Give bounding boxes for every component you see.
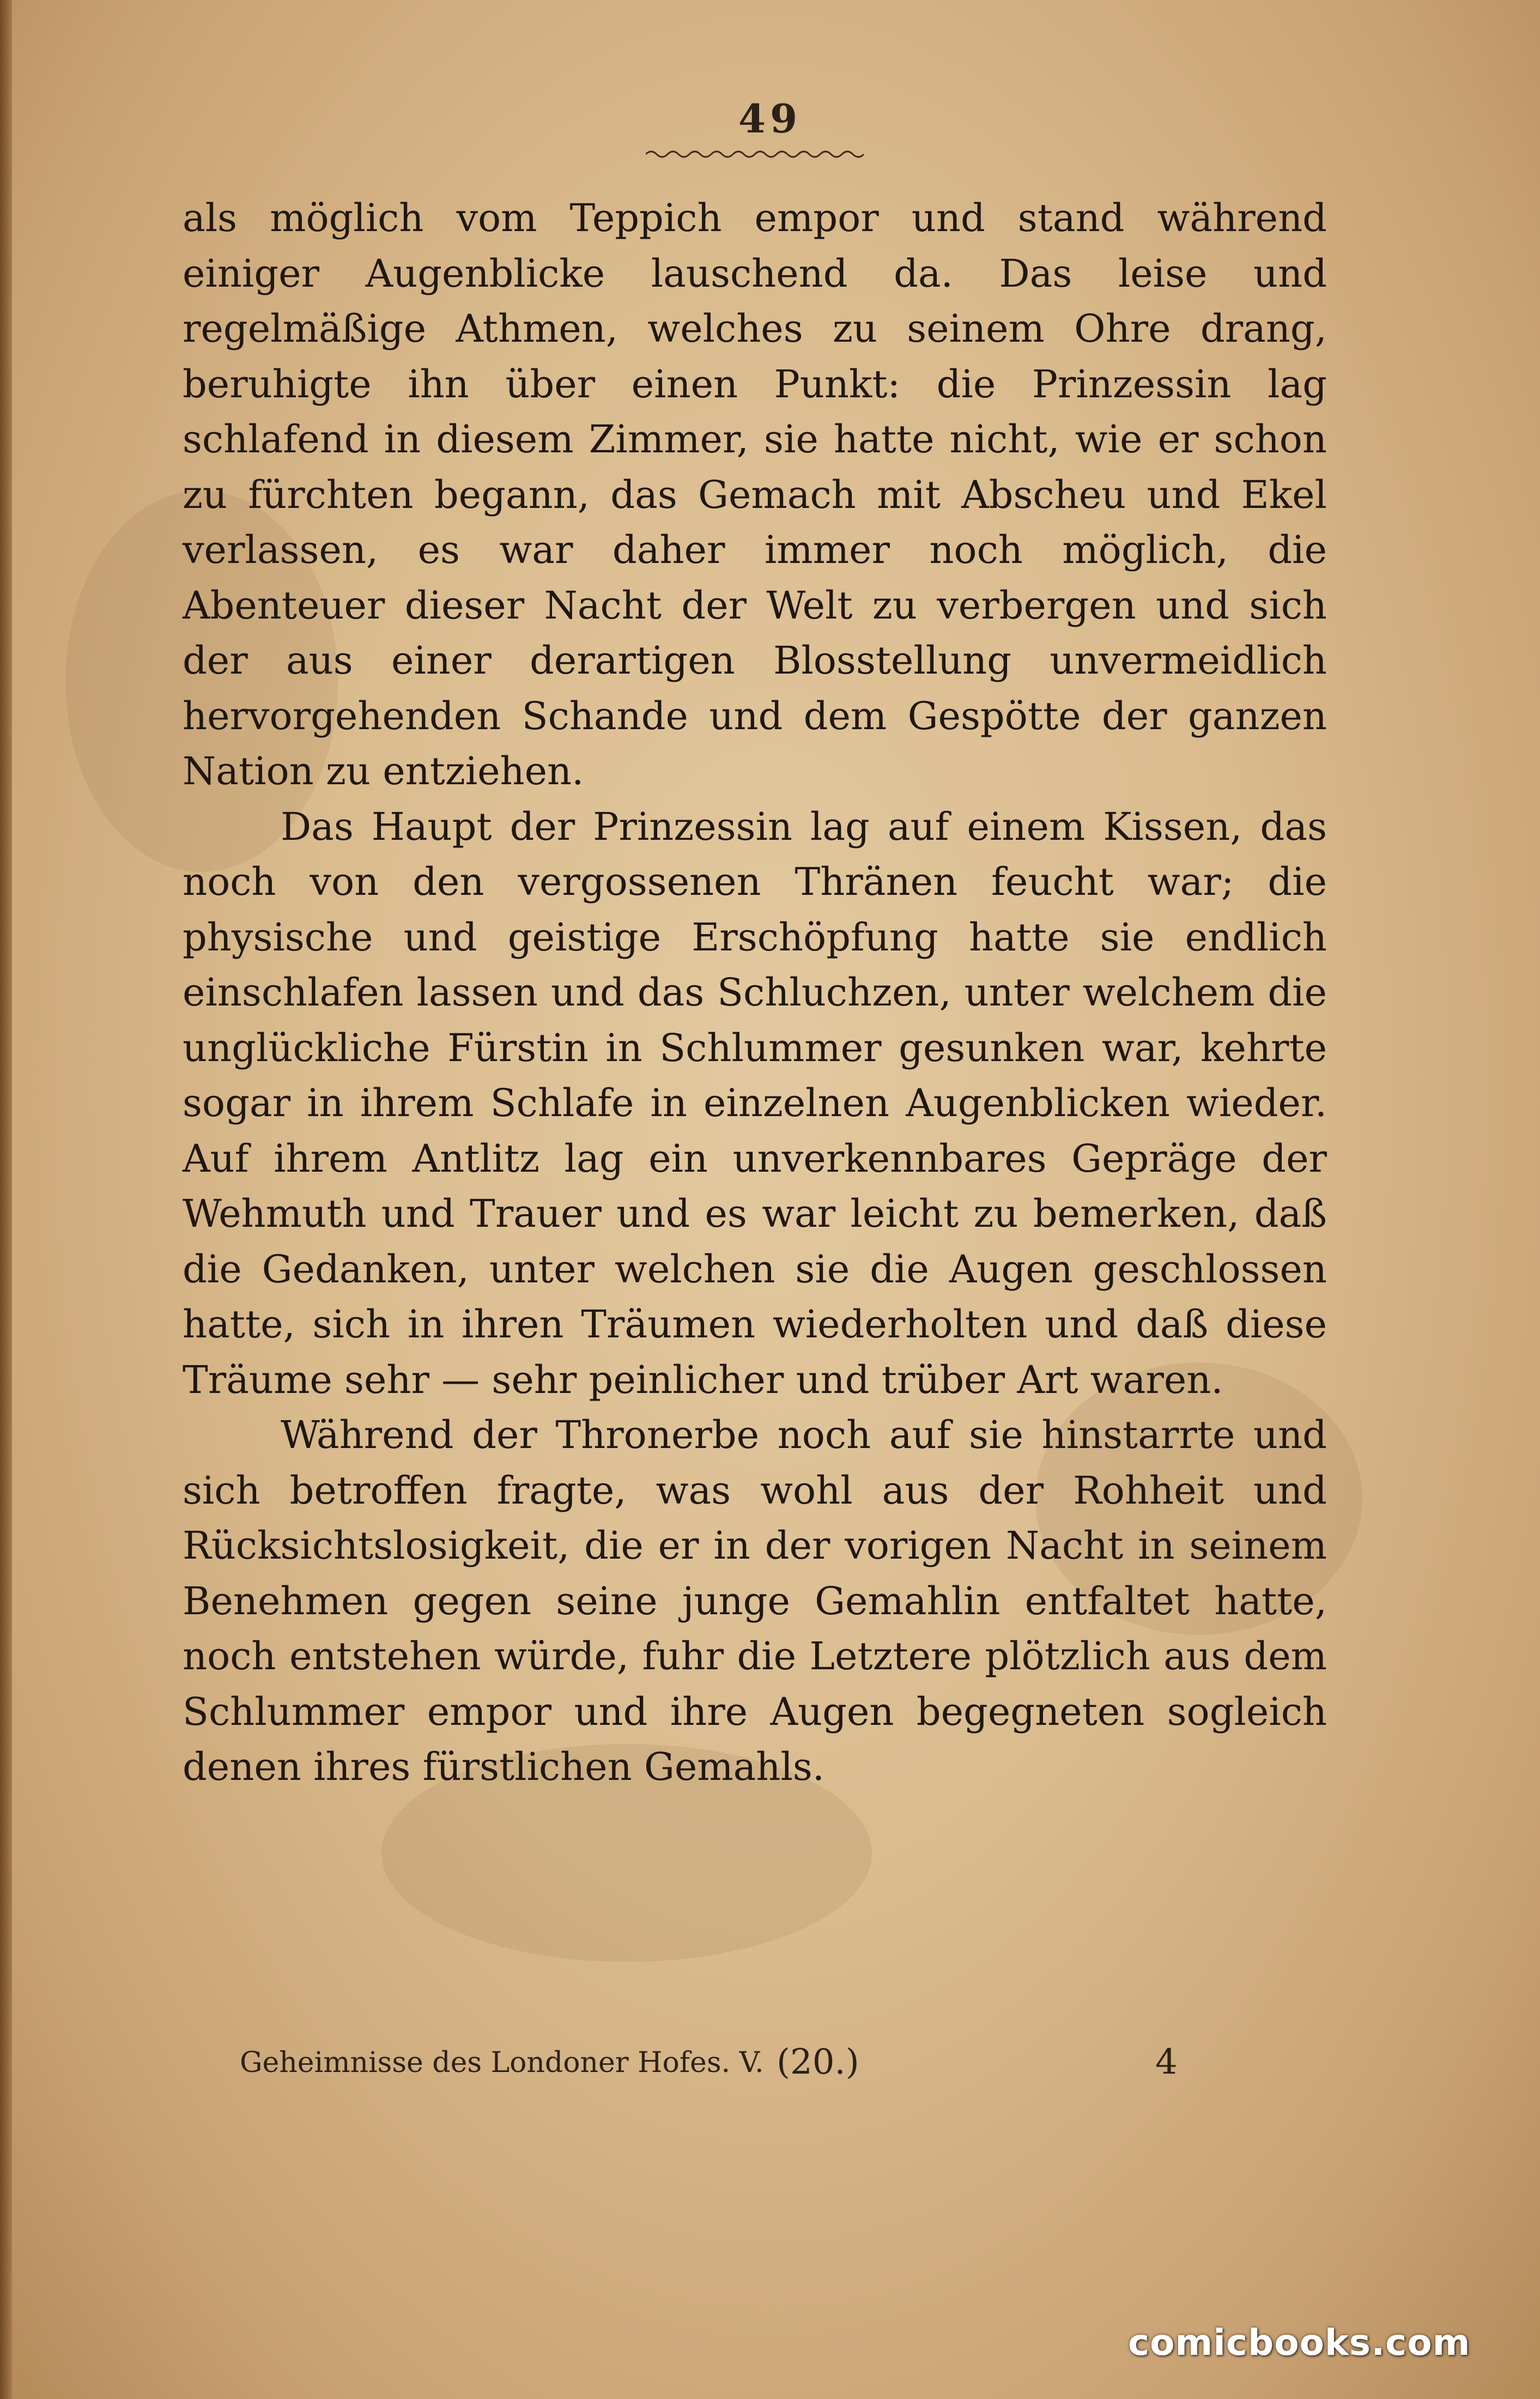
footer-code: (20.) [777, 2042, 859, 2082]
footer-signature: 4 [1155, 2042, 1178, 2082]
page-footer [240, 2042, 1221, 2090]
paragraph: Während der Thronerbe noch auf sie hinstarrte und sich betroffen fragte, was wohl aus der Rohheit und Rücksichtslosigkeit, die er in der vorigen Nacht in seinem Benehmen gegen seine junge Gemahlin entfaltet hatte, noch entstehen würde, fuhr die Letztere plötzlich aus dem Schlummer empor und ihre Augen begegneten sogleich denen ihres fürstlichen Gemahls. [183, 1413, 1327, 1789]
paragraph: als möglich vom Teppich empor und stand während einiger Augenblicke lauschend da. Das leise und regelmäßige Athmen, welches zu seinem Ohre drang, beruhigte ihn über einen Punkt: die Prinzessin lag schlafend in diesem Zimmer, sie hatte nicht, wie er schon zu fürchten begann, das Gemach mit Abscheu und Ekel verlassen, es war daher immer noch möglich, die Abenteuer dieser Nacht der Welt zu verbergen und sich der aus einer derartigen Blosstellung unvermeidlich hervorgehenden Schande und dem Gespötte der ganzen Nation zu entziehen. [183, 196, 1327, 793]
paragraph: Das Haupt der Prinzessin lag auf einem Kissen, das noch von den vergossenen Thränen feucht war; die physische und geistige Erschöpfung hatte sie endlich einschlafen lassen und das Schluchzen, unter welchem die unglückliche Fürstin in Schlummer gesunken war, kehrte sogar in ihrem Schlafe in einzelnen Augenblicken wieder. Auf ihrem Antlitz lag ein unverkennbares Gepräge der Wehmuth und Trauer und es war leicht zu bemerken, daß die Gedanken, unter welchen sie die Augen geschlossen hatte, sich in ihren Träumen wiederholten und daß diese Träume sehr — sehr peinlicher und trüber Art waren. [183, 804, 1327, 1402]
footer-title: Geheimnisse des Londoner Hofes. V. [240, 2046, 764, 2079]
page-number: 49 [738, 95, 802, 142]
page-binding-edge [0, 0, 12, 2399]
watermark: comicbooks.com [1128, 2322, 1471, 2364]
header-ornament [646, 146, 864, 162]
body-text [183, 191, 1327, 1795]
